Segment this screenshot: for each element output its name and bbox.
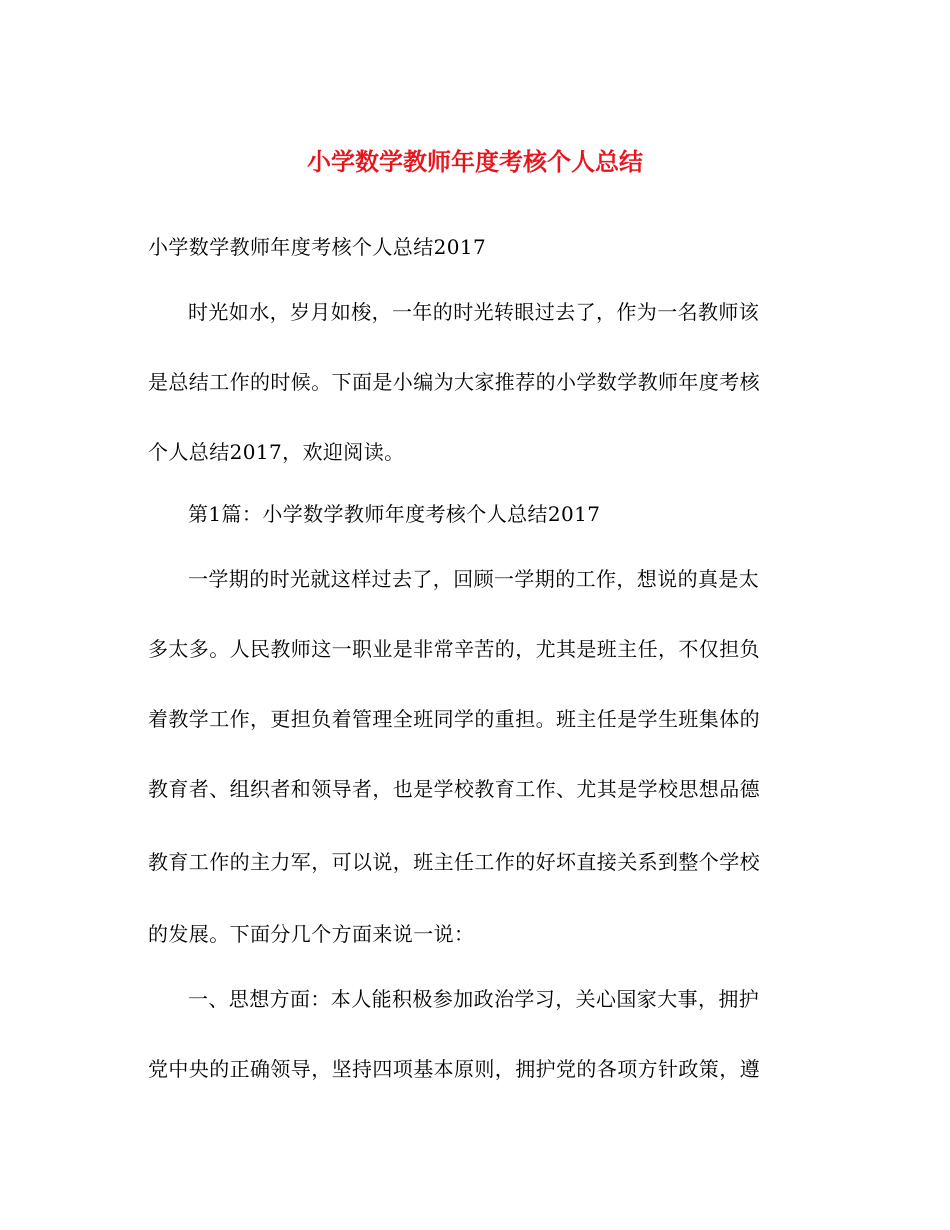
text-line: 个人总结2017，欢迎阅读。: [148, 440, 405, 464]
text-line: 时光如水，岁月如梭，一年的时光转眼过去了，作为一名教师该: [188, 300, 760, 324]
document-title: 小学数学教师年度考核个人总结: [307, 147, 643, 176]
text-line: 教育者、组织者和领导者，也是学校教育工作、尤其是学校思想品德: [148, 777, 760, 801]
text-line: 党中央的正确领导，坚持四项基本原则，拥护党的各项方针政策，遵: [148, 1057, 760, 1081]
text-line: 教育工作的主力军，可以说，班主任工作的好坏直接关系到整个学校: [148, 850, 760, 874]
text-line: 一、思想方面：本人能积极参加政治学习，关心国家大事，拥护: [188, 987, 760, 1011]
text-line: 着教学工作，更担负着管理全班同学的重担。班主任是学生班集体的: [148, 707, 760, 731]
text-line: 一学期的时光就这样过去了，回顾一学期的工作，想说的真是太: [188, 567, 760, 591]
subtitle-line: 小学数学教师年度考核个人总结2017: [148, 235, 487, 259]
text-line: 的发展。下面分几个方面来说一说：: [148, 922, 475, 946]
section-heading: 第1篇：小学数学教师年度考核个人总结2017: [188, 502, 601, 526]
text-line: 多太多。人民教师这一职业是非常辛苦的，尤其是班主任，不仅担负: [148, 637, 760, 661]
text-line: 是总结工作的时候。下面是小编为大家推荐的小学数学教师年度考核: [148, 370, 760, 394]
